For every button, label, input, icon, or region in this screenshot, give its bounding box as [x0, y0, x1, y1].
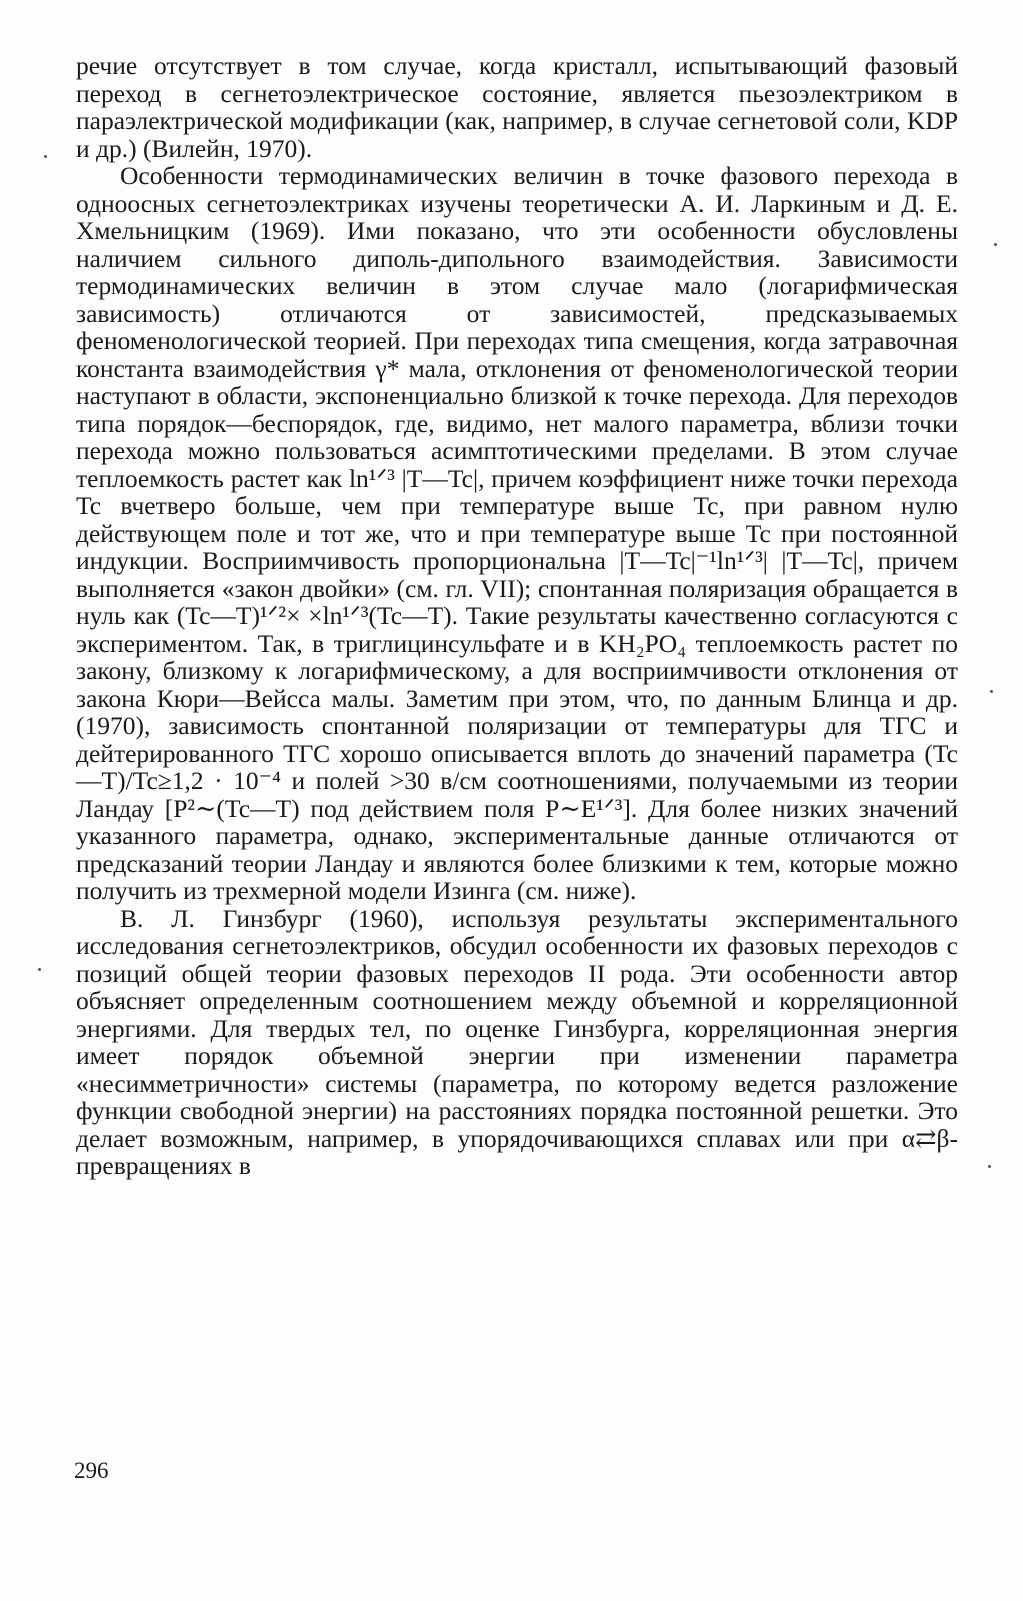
- margin-mark: [994, 243, 997, 246]
- paragraph-continued: речие отсутствует в том случае, когда кристалл, испытывающий фазовый переход в сегнетоэлектрическое состояние, является пьезоэлектриком в параэлектрической модификации (как, например, в случае сегнетовой соли, KDP и др.) (Вилейн, 1970).: [76, 51, 958, 163]
- page-number: 296: [74, 1458, 109, 1483]
- margin-mark: [990, 690, 993, 693]
- paragraph-ginzburg: В. Л. Гинзбург (1960), используя результаты экспериментального исследования сегнетоэлектриков, обсудил особенности их фазовых переходов с позиций общей теории фазовых переходов II рода. Эти особенности автор объясняет определенным соотношением между объемной и корреляционной энергиями. Для твердых тел, по оценке Гинзбурга, корреляционная энергия имеет порядок объемной энергии при изменении параметра «несимметричности» системы (параметра, по которому ведется разложение функции свободной энергии) на расстояниях порядка постоянной решетки. Это делает возможным, например, в упорядочивающихся сплавах или при α⇄β-превращениях в: [76, 903, 958, 1180]
- body-text: [76, 52, 958, 1180]
- paragraph-larkin-khmelnitsky: Особенности термодинамических величин в точке фазового перехода в одноосных сегнетоэлектриках изучены теоретически А. И. Ларкиным и Д. Е. Хмельницким (1969). Ими показано, что эти особенности обусловлены наличием сильного диполь-дипольного взаимодействия. Зависимости термодинамических величин в этом случае мало (логарифмическая зависимость) отличаются от зависимостей, предсказываемых феноменологической теорией. При переходах типа смещения, когда затравочная константа взаимодействия γ* мала, отклонения от феноменологической теории наступают в области, экспоненциально близкой к точке перехода. Для переходов типа порядок—беспорядок, где, видимо, нет малого параметра, вблизи точки перехода можно пользоваться асимптотическими пределами. В этом случае теплоемкость растет как ln¹ᐟ³ |T—Tc|, причем коэффициент ниже точки перехода Tc вчетверо больше, чем при температуре выше Tc, при равном нулю действующем поле и тот же, что и при температуре выше Tc при постоянной индукции. Восприимчивость пропорциональна |T—Tc|⁻¹ln¹ᐟ³| |T—Tc|, причем выполняется «закон двойки» (см. гл. VII); спонтанная поляризация обращается в нуль как (Tc—T)¹ᐟ²× ×ln¹ᐟ³(Tc—T). Такие результаты качественно согласуются с экспериментом. Так, в триглицинсульфате и в KH₂PO₄ теплоемкость растет по закону, близкому к логарифмическому, а для восприимчивости отклонения от закона Кюри—Вейсса малы. Заметим при этом, что, по данным Блинца и др. (1970), зависимость спонтанной поляризации от температуры для ТГС и дейтерированного ТГС хорошо описывается вплоть до значений параметра (Tc—T)/Tc≥1,2 · 10⁻⁴ и полей >30 в/см соотношениями, получаемыми из теории Ландау [P²∼(Tc—T) под действием поля P∼E¹ᐟ³]. Для более низких значений указанного параметра, однако, экспериментальные данные отличаются от предсказаний теории Ландау и являются более близкими к тем, которые можно получить из трехмерной модели Изинга (см. ниже).: [76, 161, 958, 905]
- margin-mark: [38, 968, 41, 971]
- margin-mark: [44, 155, 47, 158]
- margin-mark: [988, 1165, 991, 1168]
